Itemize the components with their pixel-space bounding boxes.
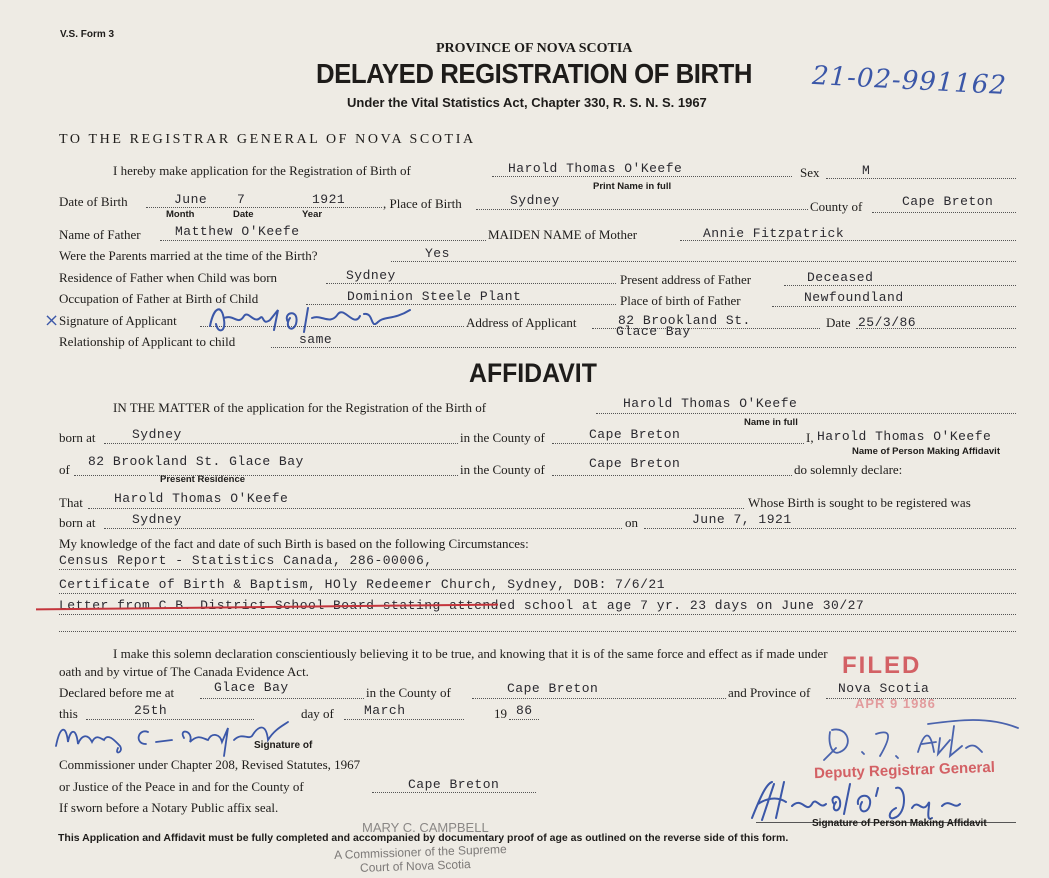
day-of-label: day of bbox=[301, 706, 334, 721]
form-code: V.S. Form 3 bbox=[60, 29, 115, 40]
province-heading: PROVINCE OF NOVA SCOTIA bbox=[436, 41, 633, 56]
form-subtitle: Under the Vital Statistics Act, Chapter 330, R. S. N. S. 1967 bbox=[347, 95, 707, 110]
sex-label: Sex bbox=[800, 165, 820, 180]
year-value: 86 bbox=[516, 703, 533, 718]
born-at-value-2: Sydney bbox=[132, 512, 182, 527]
jp-county-value: Cape Breton bbox=[408, 777, 500, 792]
date-caption: Date bbox=[233, 209, 254, 220]
month-value: March bbox=[364, 703, 406, 718]
affidavit-title: AFFIDAVIT bbox=[469, 358, 597, 388]
year-prefix: 19 bbox=[494, 706, 507, 721]
born-at-label: born at bbox=[59, 430, 96, 445]
addressee-line: TO THE REGISTRAR GENERAL OF NOVA SCOTIA bbox=[59, 132, 476, 147]
county-of-birth: Cape Breton bbox=[902, 194, 994, 209]
declare-label: do solemnly declare: bbox=[794, 462, 903, 477]
birth-county-value: Cape Breton bbox=[589, 427, 681, 442]
filed-date-stamp: APR 9 1986 bbox=[855, 696, 936, 711]
mother-name: Annie Fitzpatrick bbox=[703, 226, 845, 241]
jp-label: or Justice of the Peace in and for the County of bbox=[59, 779, 304, 794]
commissioner-stamp-line2: A Commissioner of the Supreme bbox=[333, 841, 507, 863]
place-of-birth: Sydney bbox=[510, 193, 560, 208]
date-label: Date bbox=[826, 315, 851, 330]
father-present-address: Deceased bbox=[807, 270, 874, 285]
evidence-item: Letter from C.B. District School Board stating attended school at age 7 yr. 23 days on June 30/27 bbox=[59, 598, 865, 613]
dob-month: June bbox=[174, 192, 208, 207]
knowledge-label: My knowledge of the fact and date of such Birth is based on the following Circumstances: bbox=[59, 536, 529, 551]
commissioner-stamp-line3: Court of Nova Scotia bbox=[359, 857, 471, 875]
whose-birth-label: Whose Birth is sought to be registered was bbox=[748, 495, 971, 510]
province-label: and Province of bbox=[728, 685, 811, 700]
this-label: this bbox=[59, 706, 78, 721]
on-date: June 7, 1921 bbox=[692, 512, 792, 527]
married-value: Yes bbox=[425, 246, 450, 261]
father-residence: Sydney bbox=[346, 268, 396, 283]
year-caption: Year bbox=[302, 209, 323, 220]
applicant-address-line1: 82 Brookland St. bbox=[618, 313, 751, 328]
in-county-label: in the County of bbox=[460, 430, 545, 445]
declared-county-label: in the County of bbox=[366, 685, 451, 700]
that-label: That bbox=[59, 495, 83, 510]
deponent-signature-caption: Signature of Person Making Affidavit bbox=[812, 818, 987, 829]
declared-at-value: Glace Bay bbox=[214, 680, 289, 695]
born-at-label-2: born at bbox=[59, 515, 96, 530]
evidence-item: Census Report - Statistics Canada, 286-00006, bbox=[59, 553, 433, 568]
affidavit-subject-name: Harold Thomas O'Keefe bbox=[623, 396, 798, 411]
deputy-registrar-stamp: Deputy Registrar General bbox=[813, 758, 996, 783]
signature-of-caption: Signature of bbox=[254, 740, 313, 751]
dob-day: 7 bbox=[237, 192, 246, 207]
mother-label: MAIDEN NAME of Mother bbox=[488, 227, 638, 242]
present-address-label: Present address of Father bbox=[620, 272, 752, 287]
deponent-residence: 82 Brookland St. Glace Bay bbox=[88, 454, 304, 469]
dob-year: 1921 bbox=[312, 192, 346, 207]
day-value: 25th bbox=[134, 703, 168, 718]
place-label: , Place of Birth bbox=[383, 196, 462, 211]
present-residence-caption: Present Residence bbox=[160, 474, 246, 485]
notary-label: If sworn before a Notary Public affix seal. bbox=[59, 800, 279, 815]
of-label: of bbox=[59, 462, 70, 477]
signature-label: Signature of Applicant bbox=[59, 313, 177, 328]
matter-label: IN THE MATTER of the application for the Registration of the Birth of bbox=[113, 400, 487, 415]
residence-county-value: Cape Breton bbox=[589, 456, 681, 471]
file-number: 21-02-991162 bbox=[811, 60, 1008, 102]
registrar-signature bbox=[818, 712, 1028, 768]
sex-value: M bbox=[862, 163, 871, 178]
county-label: County of bbox=[810, 199, 863, 214]
relationship-label: Relationship of Applicant to child bbox=[59, 334, 236, 349]
residence-label: Residence of Father when Child was born bbox=[59, 270, 278, 285]
declared-county-value: Cape Breton bbox=[507, 681, 599, 696]
declaration-line-2: oath and by virtue of The Canada Evidence Act. bbox=[59, 664, 309, 679]
form-title: DELAYED REGISTRATION OF BIRTH bbox=[316, 58, 753, 89]
occupation-label: Occupation of Father at Birth of Child bbox=[59, 291, 259, 306]
dob-label: Date of Birth bbox=[59, 194, 128, 209]
name-in-full-caption: Name in full bbox=[744, 417, 798, 428]
born-at-value: Sydney bbox=[132, 427, 182, 442]
commissioner-signature bbox=[52, 712, 312, 760]
i-label: I, bbox=[806, 430, 814, 445]
x-mark: × bbox=[44, 310, 60, 331]
father-occupation: Dominion Steele Plant bbox=[347, 289, 522, 304]
intro-label: I hereby make application for the Registration of Birth of bbox=[113, 163, 411, 178]
child-name: Harold Thomas O'Keefe bbox=[508, 161, 683, 176]
month-caption: Month bbox=[166, 209, 195, 220]
evidence-item: Certificate of Birth & Baptism, HOly Redeemer Church, Sydney, DOB: 7/6/21 bbox=[59, 577, 665, 592]
province-value: Nova Scotia bbox=[838, 681, 930, 696]
applicant-address-line2: Glace Bay bbox=[616, 324, 691, 339]
footer-note: This Application and Affidavit must be fully completed and accompanied by documentary proof of age as outlined on the reverse side of this form. bbox=[58, 832, 789, 844]
deponent-caption: Name of Person Making Affidavit bbox=[852, 446, 1000, 457]
father-birthplace: Newfoundland bbox=[804, 290, 904, 305]
deponent-name: Harold Thomas O'Keefe bbox=[817, 429, 992, 444]
relationship-value: same bbox=[299, 332, 333, 347]
on-label: on bbox=[625, 515, 638, 530]
father-birthplace-label: Place of birth of Father bbox=[620, 293, 741, 308]
application-date: 25/3/86 bbox=[858, 315, 917, 330]
married-label: Were the Parents married at the time of the Birth? bbox=[59, 248, 318, 263]
commissioner-label: Commissioner under Chapter 208, Revised Statutes, 1967 bbox=[59, 757, 361, 772]
declaration-line-1: I make this solemn declaration conscientiously believing it to be true, and knowing that it is of the same force and effect as if made under bbox=[113, 646, 828, 661]
print-name-caption: Print Name in full bbox=[593, 181, 672, 192]
applicant-address-label: Address of Applicant bbox=[466, 315, 577, 330]
declared-at-label: Declared before me at bbox=[59, 685, 175, 700]
filed-stamp: FILED bbox=[842, 652, 922, 679]
father-name: Matthew O'Keefe bbox=[175, 224, 300, 239]
that-name: Harold Thomas O'Keefe bbox=[114, 491, 289, 506]
father-label: Name of Father bbox=[59, 227, 141, 242]
commissioner-stamp-name: MARY C. CAMPBELL bbox=[362, 820, 489, 835]
in-county-label-2: in the County of bbox=[460, 462, 545, 477]
